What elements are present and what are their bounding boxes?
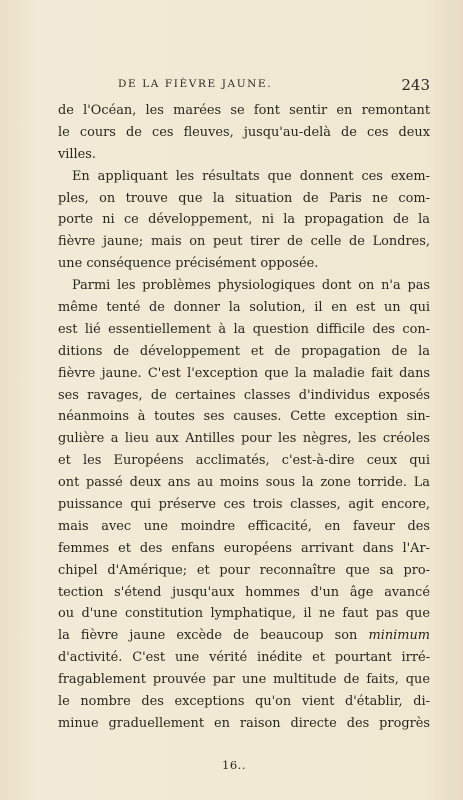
text-line: fièvre jaune; mais on peut tirer de celle de Londres,	[58, 234, 430, 250]
text-line: une conséquence précisément opposée.	[58, 256, 319, 272]
text-line: ont passé deux ans au moins sous la zone torride. La	[58, 475, 430, 491]
text-line: fragablement prouvée par une multitude de faits, que	[58, 672, 430, 688]
text-line: tection s'étend jusqu'aux hommes d'un âge avancé	[58, 584, 430, 600]
text-line: gulière a lieu aux Antilles pour les nègres, les créoles	[58, 431, 430, 447]
text-line: de l'Océan, les marées se font sentir en remontant	[58, 103, 430, 118]
text-line: le nombre des exceptions qu'on vient d'établir, di-	[58, 694, 430, 710]
signature-mark: 16..	[222, 758, 246, 772]
text-line: porte ni ce développement, ni la propagation de la	[58, 212, 430, 228]
text-line: d'activité. C'est une vérité inédite et pourtant irré-	[58, 650, 430, 666]
page-number: 243	[401, 76, 430, 94]
text-line: néanmoins à toutes ses causes. Cette exception sin-	[58, 409, 430, 425]
text-line: ples, on trouve que la situation de Paris ne com-	[58, 190, 430, 206]
text-line: villes.	[58, 146, 96, 162]
text-line: la fièvre jaune excède de beaucoup son minimum	[58, 628, 430, 644]
text-line: même tenté de donner la solution, il en est un qui	[58, 300, 430, 316]
body-text	[58, 100, 430, 735]
text-line: ou d'une constitution lymphatique, il ne faut pas que	[58, 606, 430, 622]
text-line: femmes et des enfans européens arrivant dans l'Ar-	[58, 540, 430, 556]
text-line: est lié essentiellement à la question difficile des con-	[58, 321, 430, 337]
text-line: En appliquant les résultats que donnent ces exem-	[72, 168, 430, 184]
text-line: ses ravages, de certaines classes d'individus exposés	[58, 387, 430, 403]
text-line: et les Européens acclimatés, c'est-à-dire ceux qui	[58, 453, 430, 469]
text-line: minue graduellement en raison directe des progrès	[58, 715, 430, 731]
text-line: puissance qui préserve ces trois classes, agit encore,	[58, 497, 430, 513]
text-line: ditions de développement et de propagation de la	[58, 343, 430, 359]
text-line: chipel d'Amérique; et pour reconnaître que sa pro-	[58, 562, 430, 578]
running-head: DE LA FIÈVRE JAUNE.	[118, 78, 273, 90]
text-line: fièvre jaune. C'est l'exception que la maladie fait dans	[58, 365, 430, 381]
text-line: Parmi les problèmes physiologiques dont on n'a pas	[72, 278, 430, 294]
page-header	[58, 76, 430, 94]
text-line: le cours de ces fleuves, jusqu'au-delà de ces deux	[58, 124, 430, 140]
text-line: mais avec une moindre efficacité, en faveur des	[58, 518, 430, 534]
italic-word: minimum	[368, 628, 430, 644]
